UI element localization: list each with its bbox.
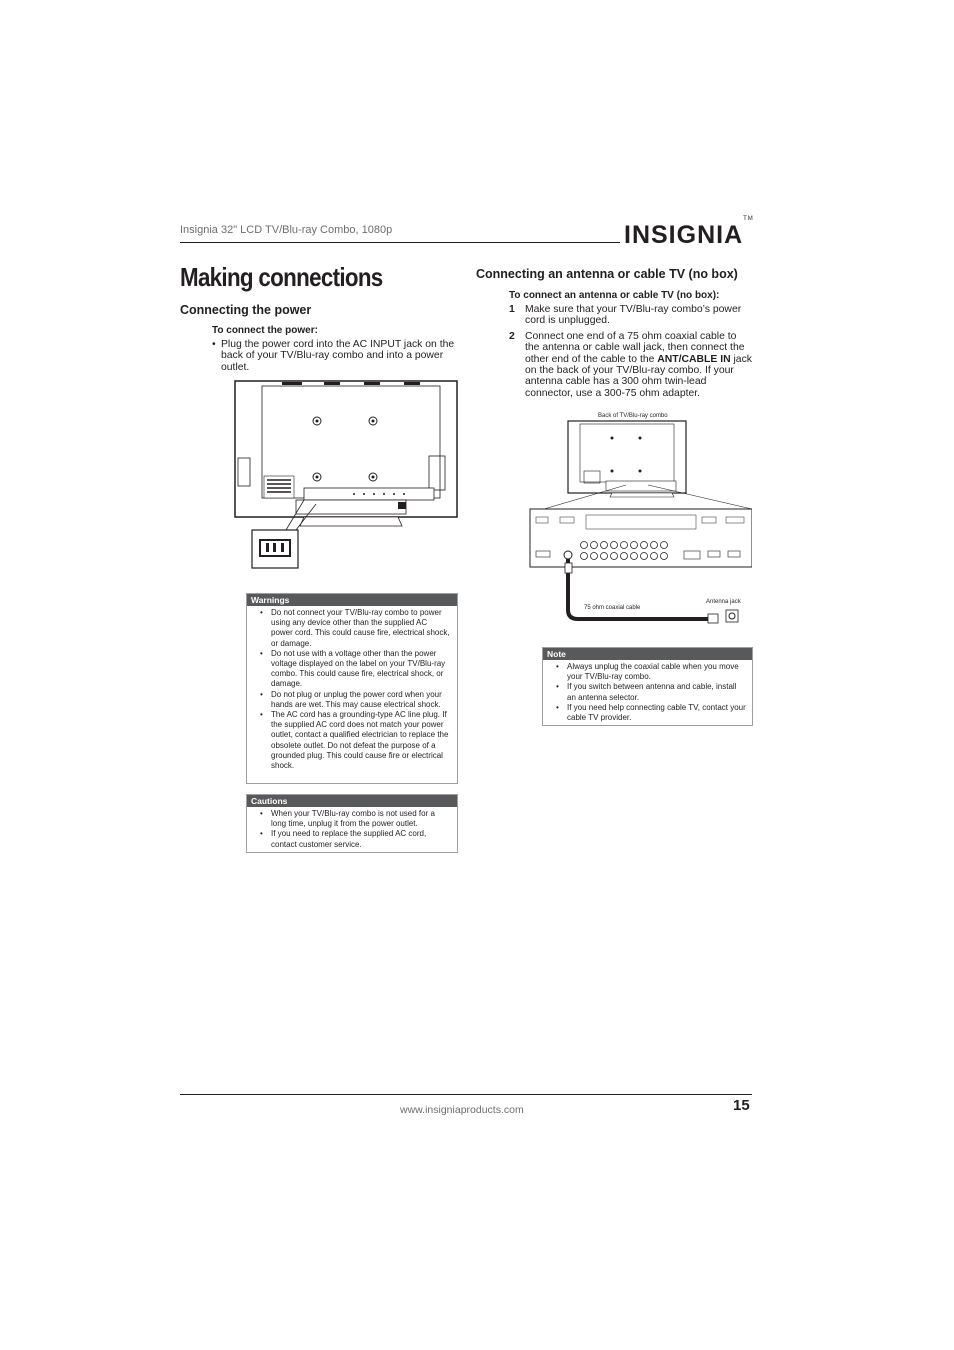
note-item: • Always unplug the coaxial cable when you move your TV/Blu-ray combo. (556, 662, 746, 682)
antenna-heading: Connecting an antenna or cable TV (no box) (476, 267, 738, 281)
header-rule (180, 242, 620, 243)
warning-item: • Do not connect your TV/Blu-ray combo to power using any device other than the supplied AC power cord. This could cause fire, electrical shock, or damage. (260, 608, 451, 649)
warning-item: • Do not use with a voltage other than the power voltage displayed on the label on your TV/Blu-ray combo. This could cause fire, electrical shock, or damage. (260, 649, 451, 690)
coaxial-cable-label: 75 ohm coaxial cable (584, 605, 641, 611)
antenna-connection-diagram (528, 405, 752, 635)
brand-logo: INSIGNIA™ (624, 215, 754, 249)
step-item: 1 Make sure that your TV/Blu-ray combo’s power cord is unplugged. (509, 304, 742, 327)
footer-url: www.insigniaproducts.com (400, 1104, 524, 1116)
power-heading: Connecting the power (180, 303, 312, 317)
power-instructions (212, 339, 456, 373)
warnings-title: Warnings (247, 594, 457, 606)
caution-item: • If you need to replace the supplied AC cord, contact customer service. (260, 829, 451, 849)
page-title: Making connections (180, 262, 383, 292)
page-number: 15 (733, 1097, 750, 1114)
note-item: • If you need help connecting cable TV, contact your cable TV provider. (556, 703, 746, 723)
cautions-box (246, 794, 458, 853)
note-title: Note (543, 648, 752, 660)
note-box (542, 647, 753, 726)
warning-item: • The AC cord has a grounding-type AC line plug. If the supplied AC cord does not match your power outlet, contact a qualified electrician to replace the obsolete outlet. Do not defeat the purpose of a grounded plug. This could cause fire or electrical shock. (260, 710, 451, 771)
antenna-steps (509, 304, 752, 403)
footer-rule (180, 1094, 752, 1095)
antenna-subheading: To connect an antenna or cable TV (no box): (509, 290, 720, 301)
caution-item: • When your TV/Blu-ray combo is not used for a long time, unplug it from the power outlet. (260, 809, 451, 829)
step-item: 2 Connect one end of a 75 ohm coaxial cable to the antenna or cable wall jack, then connect the other end of the cable to the ANT/CABLE IN jack on the back of your TV/Blu-ray combo. If your antenna cable has a 300 ohm twin-lead connector, use a 300-75 ohm adapter. (509, 330, 752, 399)
warnings-box (246, 593, 458, 784)
back-of-tv-label: Back of TV/Blu-ray combo (598, 413, 668, 419)
antenna-jack-label: Antenna jack (706, 599, 741, 605)
power-subheading: To connect the power: (212, 325, 318, 336)
tv-back-power-illustration (234, 380, 458, 570)
running-header: Insignia 32" LCD TV/Blu-ray Combo, 1080p (180, 224, 393, 236)
note-item: • If you switch between antenna and cable, install an antenna selector. (556, 682, 746, 702)
cautions-title: Cautions (247, 795, 457, 807)
warning-item: • Do not plug or unplug the power cord when your hands are wet. This may cause electrical shock. (260, 690, 451, 710)
power-bullet: • Plug the power cord into the AC INPUT jack on the back of your TV/Blu-ray combo and into a power outlet. (212, 339, 456, 373)
